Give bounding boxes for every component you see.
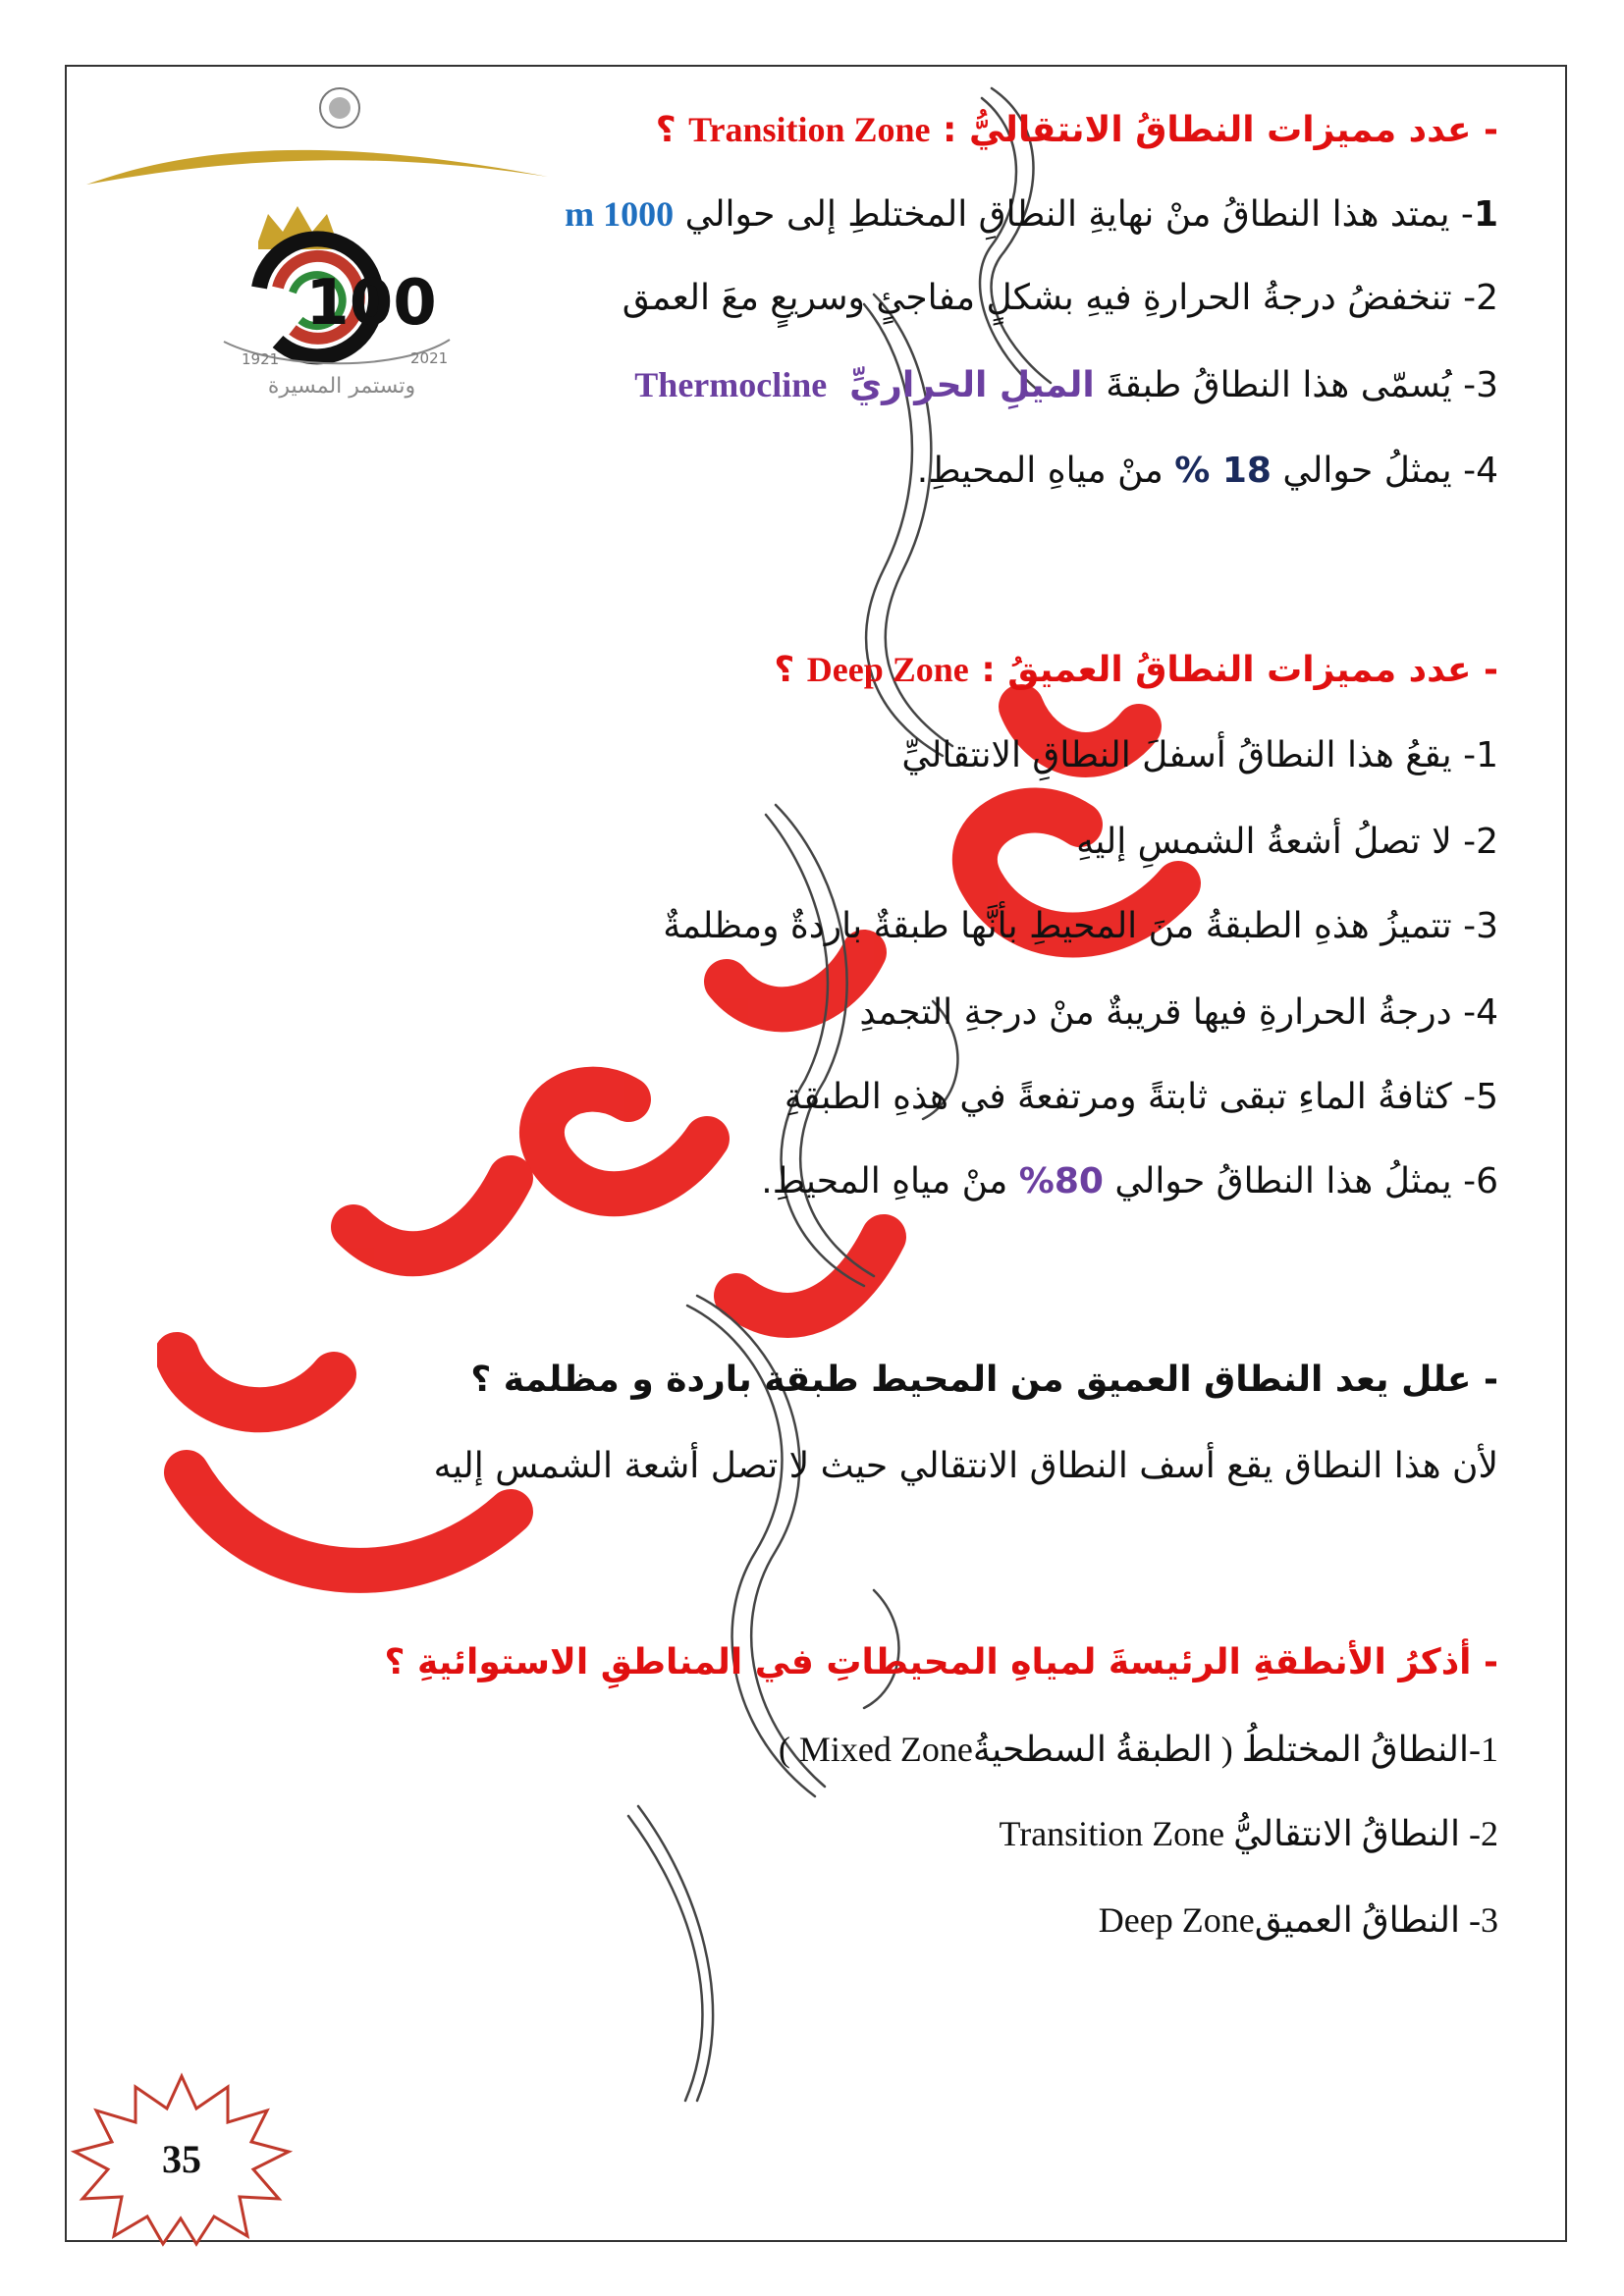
deep-item-5: 5- كثافةُ الماءِ تبقى ثابتةً ومرتفعةً في هذهِ الطبقةِ — [784, 1077, 1498, 1117]
transition-item-1: 1- يمتد هذا النطاقُ منْ نهايةِ النطاقِ المختلطِ إلى حوالي 1000 m — [565, 194, 1498, 235]
layers-item-2: 2- النطاقُ الانتقاليُّ Transition Zone — [999, 1814, 1498, 1853]
page-number: 35 — [162, 2137, 201, 2181]
centenary-logo — [77, 86, 558, 400]
transition-item-3: 3- يُسمّى هذا النطاقُ طبقةَ الميلِ الحراريِّ Thermocline — [634, 365, 1498, 405]
gold-swoosh — [86, 150, 548, 185]
deep-item-6: 6- يمثلُ هذا النطاقُ حوالي 80% منْ مياهِ المحيطِ. — [761, 1161, 1498, 1201]
transition-item-4: 4- يمثلُ حوالي 18 % منْ مياهِ المحيطِ. — [916, 451, 1498, 491]
deep-item-2: 2- لا تصلُ أشعةُ الشمسِ إليهِ — [1076, 822, 1498, 862]
crest-emblem-icon — [320, 88, 359, 128]
why-heading: - علل يعد النطاق العميق من المحيط طبقة باردة و مظلمة ؟ — [470, 1360, 1498, 1400]
percent-80: 80% — [1018, 1161, 1104, 1201]
logo-year-right: 2021 — [410, 349, 449, 367]
percent-18: 18 % — [1174, 451, 1272, 491]
transition-heading-en: Transition Zone — [688, 110, 931, 149]
depth-value: 1000 m — [565, 194, 675, 234]
layers-item-1: 1-النطاقُ المختلطُ ( الطبقةُ السطحيةُMixed Zone ) — [778, 1730, 1498, 1769]
transition-item-2: 2- تنخفضُ درجةُ الحرارةِ فيهِ بشكلٍ مفاجئٍ وسريعٍ معَ العمق — [622, 278, 1498, 318]
deep-item-1: 1- يقعُ هذا النطاقُ أسفلَ النطاقِ الانتقاليِّ — [901, 735, 1498, 775]
transition-heading: - عدد مميزات النطاقُ الانتقاليُّ : Transition Zone ؟ — [655, 110, 1498, 150]
deep-item-3: 3- تتميزُ هذهِ الطبقةُ منَ المحيطِ بأنَّها طبقةٌ باردةٌ ومظلمةٌ — [663, 906, 1498, 946]
deep-heading-en: Deep Zone — [806, 650, 969, 689]
thermocline-en: Thermocline — [634, 365, 828, 404]
thermocline-ar: الميلِ الحراريِّ — [849, 365, 1095, 405]
deep-item-4: 4- درجةُ الحرارةِ فيها قريبةٌ منْ درجةِ التجمدِ — [859, 992, 1498, 1033]
layers-heading: - أذكرُ الأنطقةِ الرئيسةَ لمياهِ المحيطاتِ في المناطقِ الاستوائيةِ ؟ — [384, 1642, 1498, 1682]
layers-item-3: 3- النطاقُ العميقDeep Zone — [1098, 1900, 1498, 1940]
logo-year-left: 1921 — [242, 350, 280, 368]
centenary-number: 100 — [305, 267, 437, 340]
why-answer: لأن هذا النطاق يقع أسف النطاق الانتقالي حيث لا تصل أشعة الشمس إليه — [433, 1446, 1498, 1486]
deep-heading: - عدد مميزات النطاقُ العميقُ : Deep Zone ؟ — [774, 650, 1498, 690]
logo-slogan: وتستمر المسيرة — [267, 374, 416, 399]
